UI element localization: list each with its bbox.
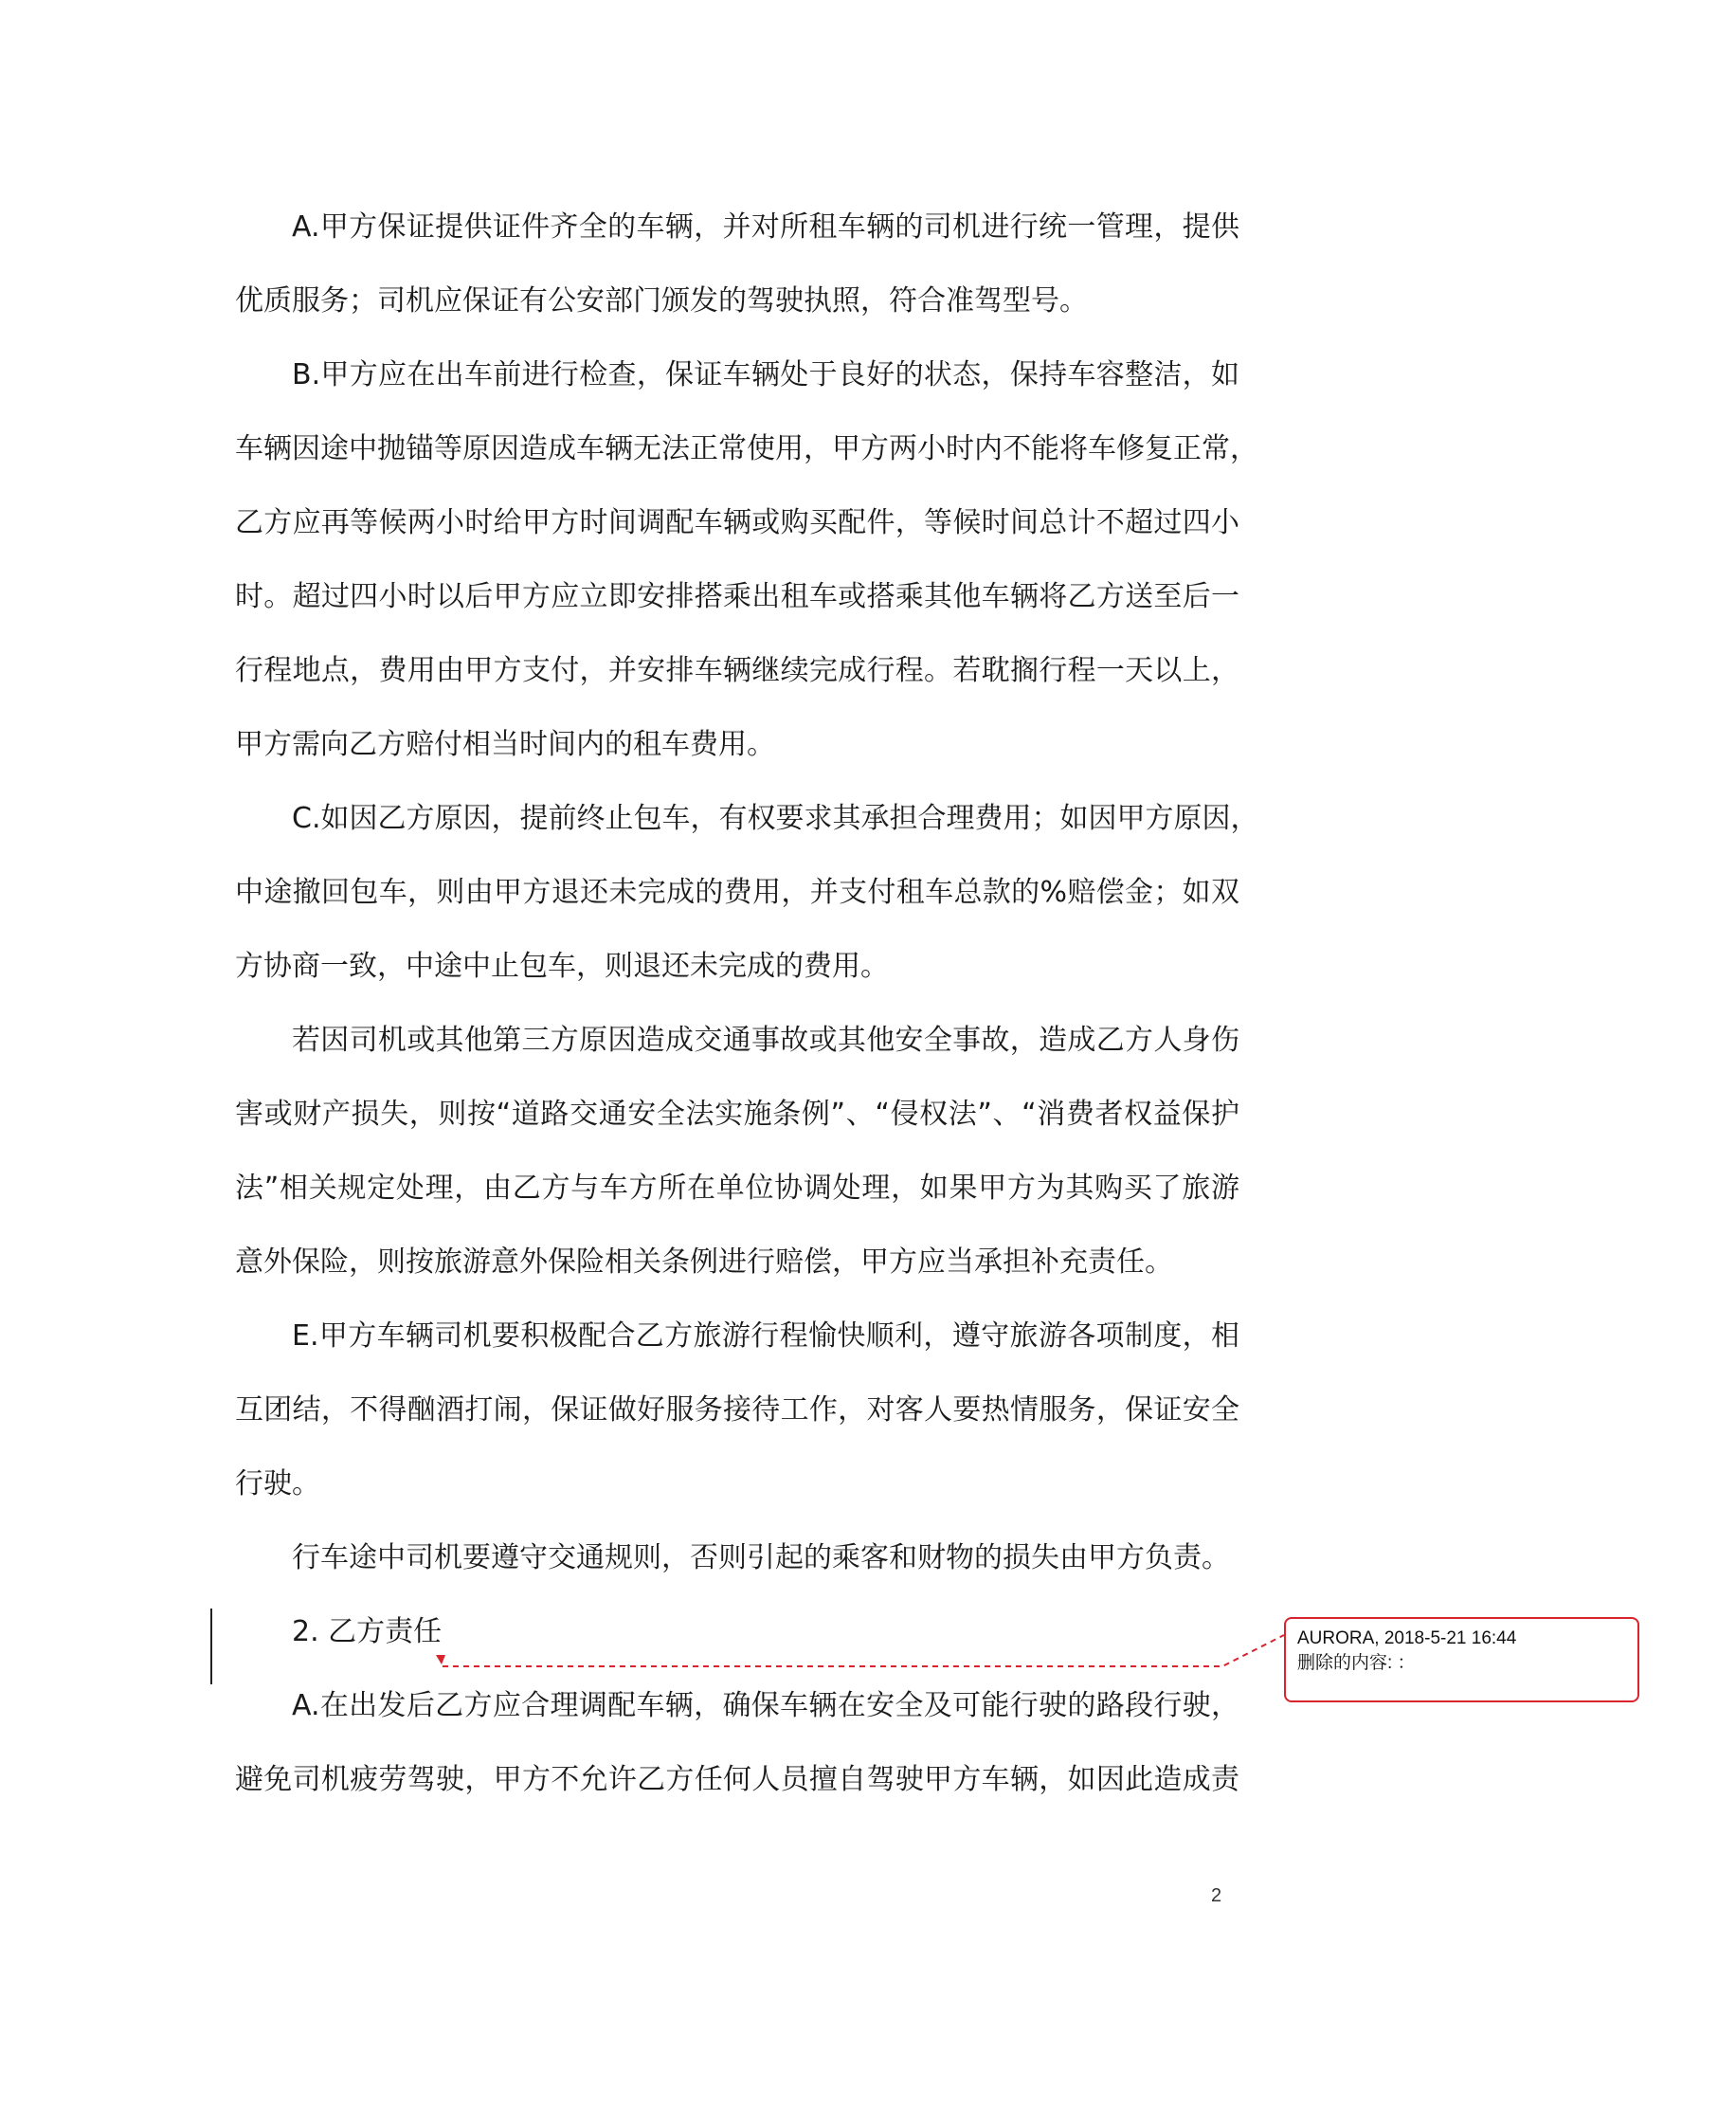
text-line: 中途撤回包车，则由甲方退还未完成的费用，并支付租车总款的%赔偿金；如双 [235, 876, 1239, 909]
text-line: 行程地点，费用由甲方支付，并安排车辆继续完成行程。若耽搁行程一天以上， [235, 654, 1239, 687]
text-line: 行驶。 [235, 1467, 320, 1500]
text-line: B.甲方应在出车前进行检查，保证车辆处于良好的状态，保持车容整洁，如 [292, 358, 1239, 391]
text-line: 甲方需向乙方赔付相当时间内的租车费用。 [235, 728, 775, 761]
text-line: 方协商一致，中途中止包车，则退还未完成的费用。 [235, 950, 889, 983]
comment-balloon[interactable] [1284, 1617, 1639, 1702]
text-line: 时。超过四小时以后甲方应立即安排搭乘出租车或搭乘其他车辆将乙方送至后一 [235, 580, 1239, 613]
text-line: A.甲方保证提供证件齐全的车辆，并对所租车辆的司机进行统一管理，提供 [292, 210, 1239, 244]
text-line: 若因司机或其他第三方原因造成交通事故或其他安全事故，造成乙方人身伤 [292, 1024, 1239, 1057]
comment-body: 删除的内容: ： [1297, 1653, 1416, 1673]
text-line: 害或财产损失，则按“道路交通安全法实施条例”、“侵权法”、“消费者权益保护 [235, 1098, 1239, 1131]
text-line: 行车途中司机要遵守交通规则，否则引起的乘客和财物的损失由甲方负责。 [292, 1541, 1230, 1574]
text-line: 法”相关规定处理，由乙方与车方所在单位协调处理，如果甲方为其购买了旅游 [235, 1172, 1239, 1205]
text-line: 车辆因途中抛锚等原因造成车辆无法正常使用，甲方两小时内不能将车修复正常， [235, 432, 1258, 465]
change-bar [210, 1609, 212, 1684]
text-line: A.在出发后乙方应合理调配车辆，确保车辆在安全及可能行驶的路段行驶， [292, 1689, 1239, 1722]
text-line: 意外保险，则按旅游意外保险相关条例进行赔偿，甲方应当承担补充责任。 [235, 1245, 1173, 1279]
section-heading: 2. 乙方责任 [292, 1615, 443, 1648]
text-line: 避免司机疲劳驾驶，甲方不允许乙方任何人员擅自驾驶甲方车辆，如因此造成责 [235, 1763, 1239, 1796]
page-number: 2 [1211, 1885, 1222, 1906]
text-line: 乙方应再等候两小时给甲方时间调配车辆或购买配件，等候时间总计不超过四小 [235, 506, 1239, 539]
comment-author-date: AURORA, 2018-5-21 16:44 [1297, 1628, 1517, 1648]
text-line: E.甲方车辆司机要积极配合乙方旅游行程愉快顺利，遵守旅游各项制度，相 [292, 1319, 1239, 1353]
text-line: 互团结，不得酗酒打闹，保证做好服务接待工作，对客人要热情服务，保证安全 [235, 1393, 1239, 1427]
text-line: C.如因乙方原因，提前终止包车，有权要求其承担合理费用；如因甲方原因， [292, 802, 1259, 835]
text-line: 优质服务；司机应保证有公安部门颁发的驾驶执照，符合准驾型号。 [235, 284, 1088, 318]
